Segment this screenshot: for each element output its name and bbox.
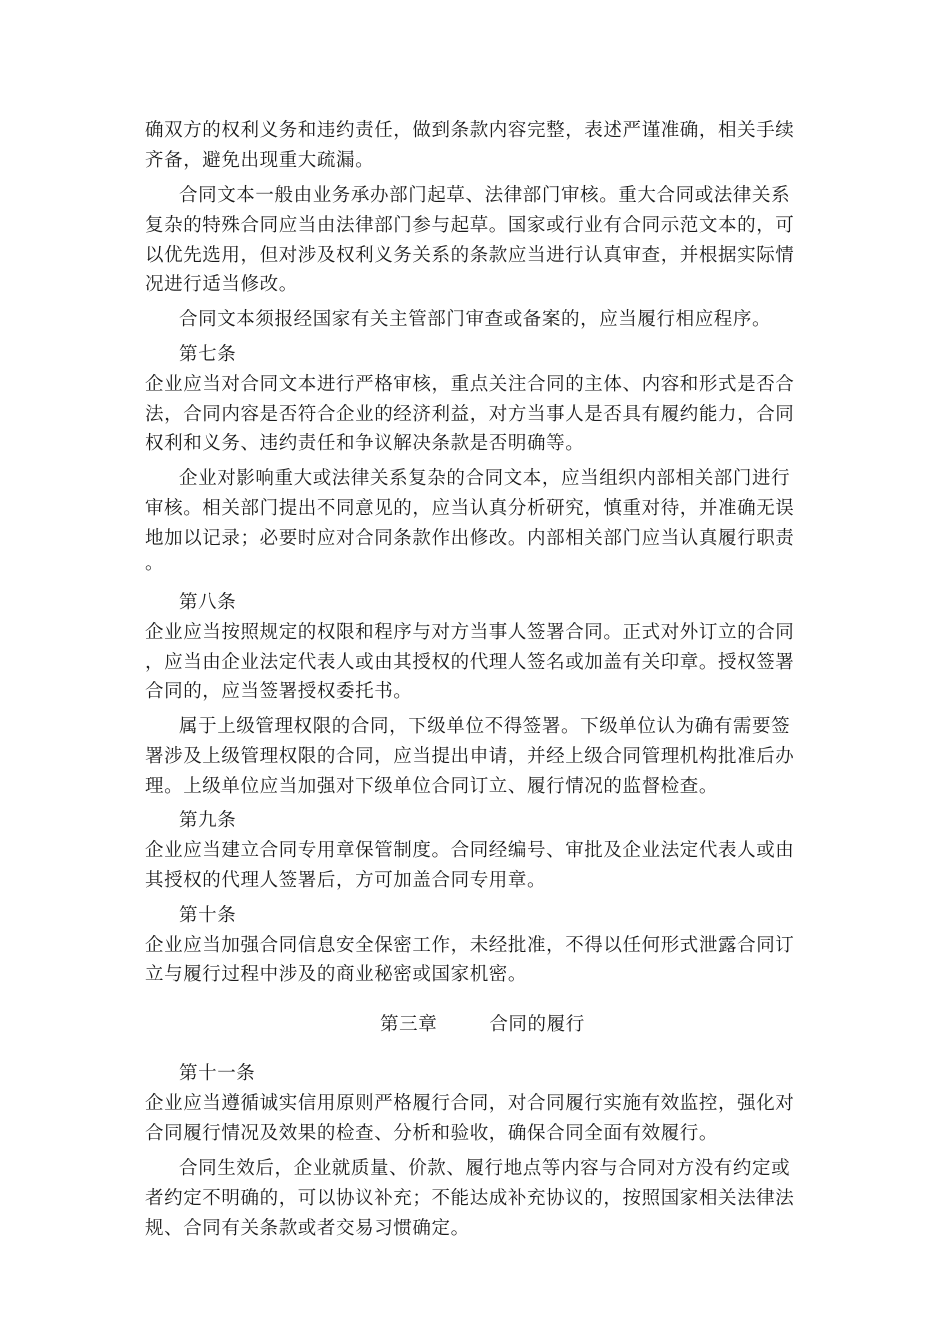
- article-heading: 第九条: [179, 810, 237, 831]
- paragraph-line: 况进行适当修改。: [145, 274, 298, 295]
- paragraph-line: 合同履行情况及效果的检查、分析和验收，确保合同全面有效履行。: [145, 1123, 719, 1144]
- paragraph-line: 理。上级单位应当加强对下级单位合同订立、履行情况的监督检查。: [145, 776, 719, 797]
- paragraph-line: 合同文本一般由业务承办部门起草、法律部门审核。重大合同或法律关系: [179, 185, 791, 206]
- paragraph-line: 企业应当加强合同信息安全保密工作，未经批准，不得以任何形式泄露合同订: [145, 935, 795, 956]
- paragraph-line: 。: [145, 553, 165, 574]
- paragraph-line: 企业应当遵循诚实信用原则严格履行合同，对合同履行实施有效监控，强化对: [145, 1093, 795, 1114]
- paragraph-line: 立与履行过程中涉及的商业秘密或国家机密。: [145, 964, 528, 985]
- article-heading: 第十一条: [179, 1063, 256, 1084]
- paragraph-line: 审核。相关部门提出不同意见的，应当认真分析研究，慎重对待，并准确无误: [145, 498, 795, 519]
- paragraph-line: 属于上级管理权限的合同，下级单位不得签署。下级单位认为确有需要签: [179, 716, 791, 737]
- paragraph-line: 合同生效后，企业就质量、价款、履行地点等内容与合同对方没有约定或: [179, 1158, 791, 1179]
- paragraph-line: 规、合同有关条款或者交易习惯确定。: [145, 1218, 470, 1239]
- paragraph-line: 权利和义务、违约责任和争议解决条款是否明确等。: [145, 433, 585, 454]
- paragraph-line: 企业对影响重大或法律关系复杂的合同文本，应当组织内部相关部门进行: [179, 468, 791, 489]
- article-heading: 第八条: [179, 592, 237, 613]
- paragraph-line: 确双方的权利义务和违约责任，做到条款内容完整，表述严谨准确，相关手续: [145, 120, 795, 141]
- paragraph-line: 企业应当建立合同专用章保管制度。合同经编号、审批及企业法定代表人或由: [145, 840, 795, 861]
- article-heading: 第十条: [179, 905, 237, 926]
- paragraph-line: ，应当由企业法定代表人或由其授权的代理人签名或加盖有关印章。授权签署: [145, 652, 795, 673]
- paragraph-line: 地加以记录；必要时应对合同条款作出修改。内部相关部门应当认真履行职责: [145, 528, 795, 549]
- chapter-number: 第三章: [380, 1014, 438, 1035]
- paragraph-line: 企业应当对合同文本进行严格审核，重点关注合同的主体、内容和形式是否合: [145, 374, 795, 395]
- paragraph-line: 其授权的代理人签署后，方可加盖合同专用章。: [145, 870, 547, 891]
- paragraph-line: 者约定不明确的，可以协议补充；不能达成补充协议的，按照国家相关法律法: [145, 1188, 795, 1209]
- chapter-heading: [380, 1011, 585, 1039]
- paragraph-line: 署涉及上级管理权限的合同，应当提出申请，并经上级合同管理机构批准后办: [145, 746, 795, 767]
- article-heading: 第七条: [179, 344, 237, 365]
- paragraph-line: 齐备，避免出现重大疏漏。: [145, 150, 375, 171]
- paragraph-line: 以优先选用，但对涉及权利义务关系的条款应当进行认真审查，并根据实际情: [145, 245, 795, 266]
- paragraph-line: 企业应当按照规定的权限和程序与对方当事人签署合同。正式对外订立的合同: [145, 622, 795, 643]
- paragraph-line: 合同的，应当签署授权委托书。: [145, 681, 413, 702]
- paragraph-line: 复杂的特殊合同应当由法律部门参与起草。国家或行业有合同示范文本的，可: [145, 215, 795, 236]
- chapter-title: 合同的履行: [489, 1014, 585, 1035]
- paragraph-line: 合同文本须报经国家有关主管部门审查或备案的，应当履行相应程序。: [179, 309, 772, 330]
- paragraph-line: 法，合同内容是否符合企业的经济利益，对方当事人是否具有履约能力，合同: [145, 404, 795, 425]
